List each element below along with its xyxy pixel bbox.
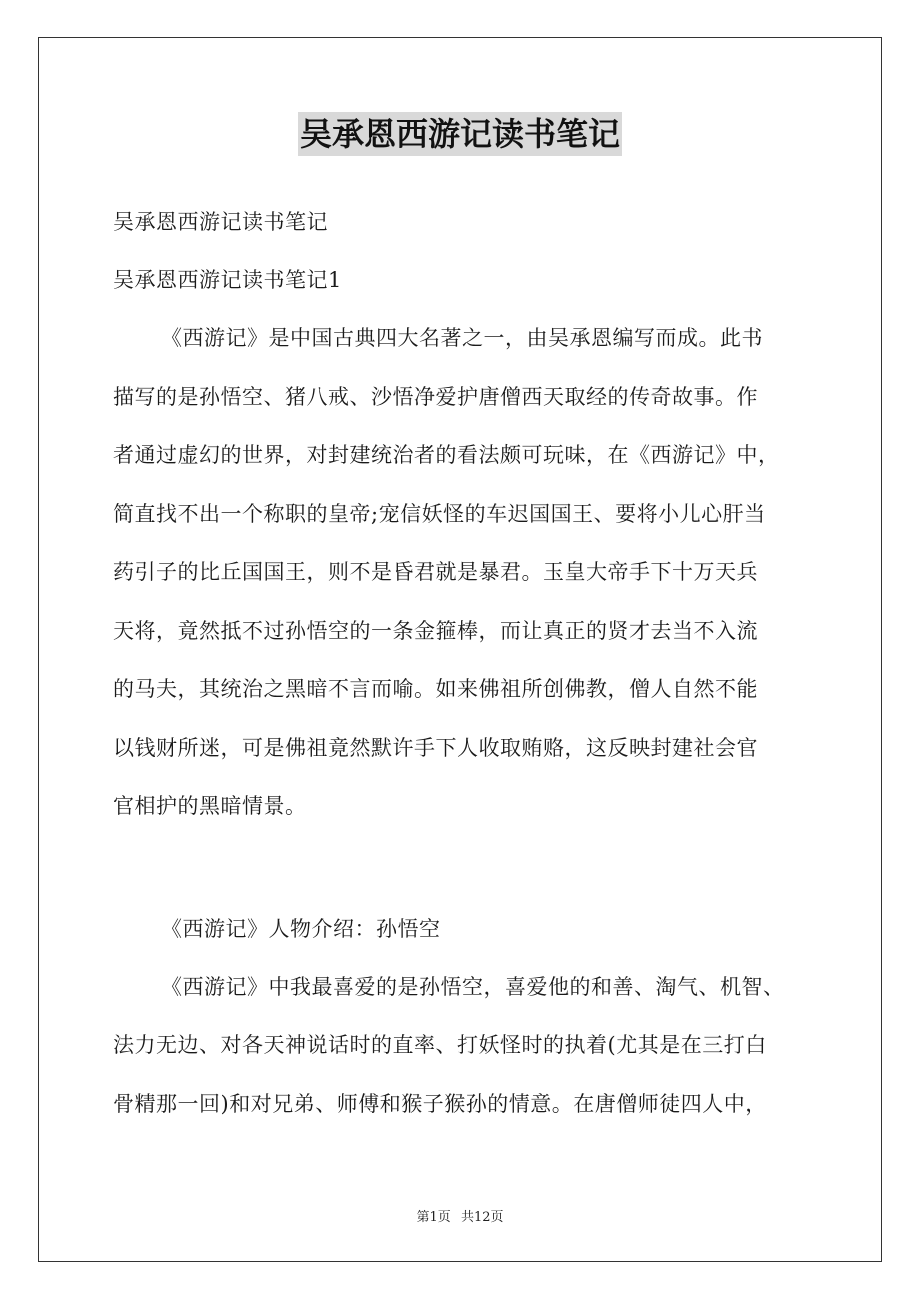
paragraph-line: 天将，竟然抵不过孙悟空的一条金箍棒，而让真正的贤才去当不入流 [113, 618, 758, 643]
page-footer [0, 1206, 920, 1225]
document-body [113, 193, 825, 1133]
paragraph-2 [113, 958, 825, 1134]
paragraph-line: 简直找不出一个称职的皇帝;宠信妖怪的车迟国国王、要将小儿心肝当 [113, 501, 766, 526]
character-heading: 《西游记》人物介绍：孙悟空 [161, 916, 441, 941]
paragraph-line: 者通过虚幻的世界，对封建统治者的看法颇可玩味，在《西游记》中， [113, 443, 780, 467]
paragraph-1 [113, 309, 825, 836]
paragraph-line: 描写的是孙悟空、猪八戒、沙悟净爱护唐僧西天取经的传奇故事。作 [113, 384, 758, 409]
section-heading: 吴承恩西游记读书笔记1 [113, 268, 342, 292]
page-total: 共12页 [460, 1210, 504, 1225]
paragraph-line: 药引子的比丘国国王，则不是昏君就是暴君。玉皇大帝手下十万天兵 [113, 560, 758, 584]
page-number: 第1页 [416, 1210, 451, 1225]
paragraph-line: 以钱财所迷，可是佛祖竟然默许手下人收取贿赂，这反映封建社会官 [113, 735, 758, 760]
paragraph-line: 骨精那一回)和对兄弟、师傅和猴子猴孙的情意。在唐僧师徒四人中， [113, 1091, 767, 1116]
paragraph-line: 《西游记》中我最喜爱的是孙悟空，喜爱他的和善、淘气、机智、 [161, 974, 785, 999]
document-title: 吴承恩西游记读书笔记 [298, 112, 622, 156]
paragraph-line: 官相护的黑暗情景。 [113, 794, 307, 818]
title-container [0, 112, 920, 156]
paragraph-line: 的马夫，其统治之黑暗不言而喻。如来佛祖所创佛教，僧人自然不能 [113, 677, 758, 701]
paragraph-line: 《西游记》是中国古典四大名著之一，由吴承恩编写而成。此书 [161, 326, 763, 350]
paragraph-line: 法力无边、对各天神说话时的直率、打妖怪时的执着(尤其是在三打白 [113, 1033, 767, 1057]
subtitle: 吴承恩西游记读书笔记 [113, 210, 328, 234]
paragraph-spacer [113, 836, 825, 900]
